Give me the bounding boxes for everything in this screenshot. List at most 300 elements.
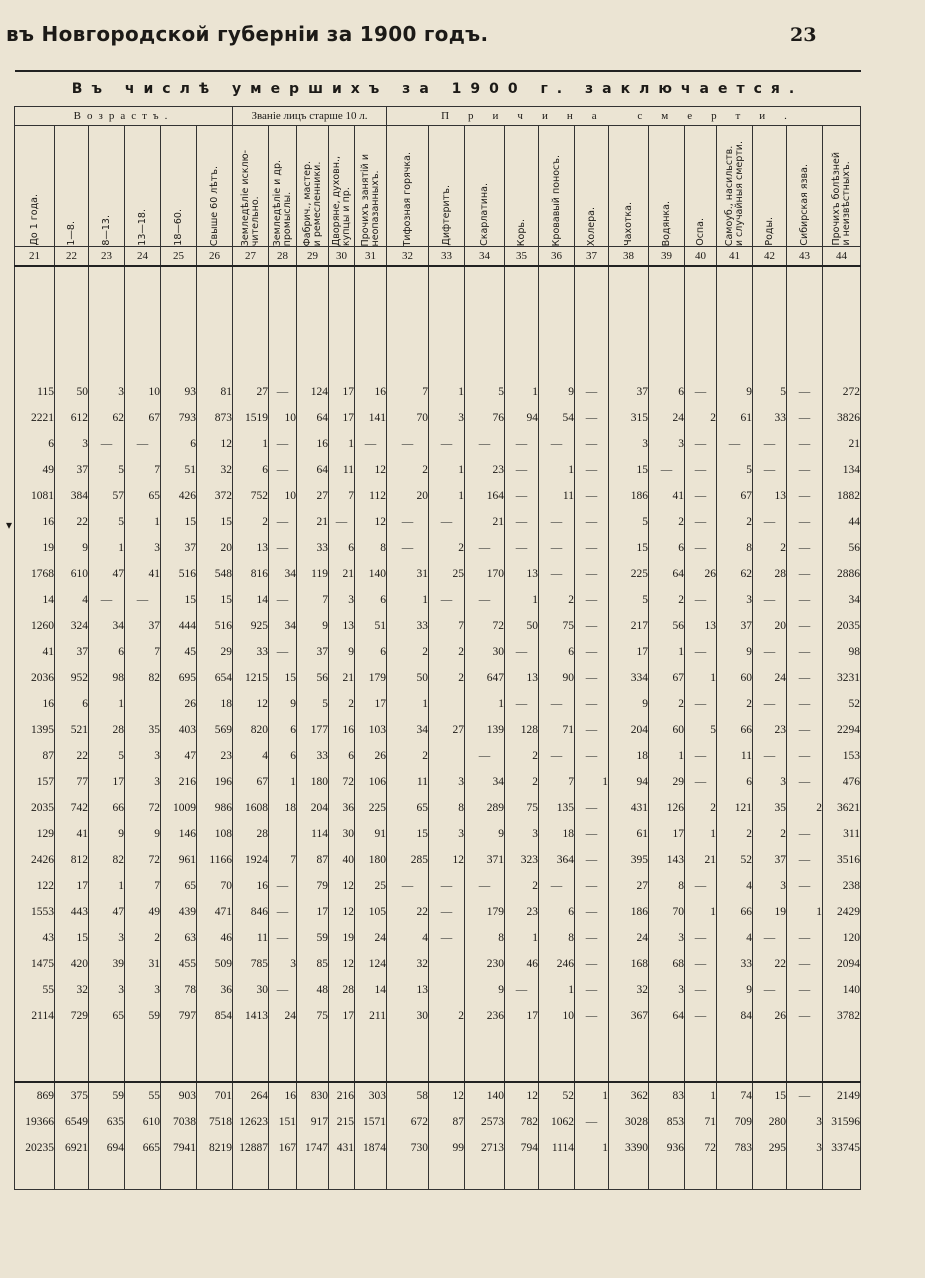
empty-cell	[717, 1029, 753, 1082]
table-cell: 4	[387, 925, 429, 951]
table-cell: 5	[89, 509, 125, 535]
table-cell: 87	[15, 743, 55, 769]
table-cell: 2	[649, 587, 685, 613]
table-cell: 752	[233, 483, 269, 509]
empty-cell	[387, 1161, 429, 1190]
column-header	[197, 126, 233, 247]
table-cell: —	[575, 509, 609, 535]
table-cell: 9	[465, 977, 505, 1003]
table-cell: 3	[125, 977, 161, 1003]
table-cell: 62	[717, 561, 753, 587]
table-cell: 33	[297, 743, 329, 769]
empty-cell	[329, 1029, 355, 1082]
table-cell: 986	[197, 795, 233, 821]
table-cell: 35	[753, 795, 787, 821]
table-cell: 509	[197, 951, 233, 977]
table-cell: 1475	[15, 951, 55, 977]
table-row	[15, 665, 861, 691]
table-cell: 67	[125, 405, 161, 431]
column-header	[125, 126, 161, 247]
column-label: Корь.	[515, 218, 527, 246]
table-cell: 1	[649, 743, 685, 769]
empty-cell	[55, 1161, 89, 1190]
table-cell: 1413	[233, 1003, 269, 1029]
table-cell: 3028	[609, 1109, 649, 1135]
table-cell: 230	[465, 951, 505, 977]
table-cell: 2	[429, 665, 465, 691]
table-cell: 1	[685, 665, 717, 691]
empty-cell	[197, 266, 233, 379]
table-cell: 39	[89, 951, 125, 977]
table-cell: 797	[161, 1003, 197, 1029]
table-cell: 1	[575, 1082, 609, 1109]
table-cell: 70	[197, 873, 233, 899]
table-cell: —	[429, 431, 465, 457]
table-cell: —	[685, 1003, 717, 1029]
table-cell: 1395	[15, 717, 55, 743]
table-cell: 124	[297, 379, 329, 405]
table-cell: 2573	[465, 1109, 505, 1135]
table-row	[15, 925, 861, 951]
table-cell: 1260	[15, 613, 55, 639]
table-cell: 2	[505, 743, 539, 769]
table-cell: 729	[55, 1003, 89, 1029]
table-cell: —	[753, 431, 787, 457]
column-label: Холера.	[585, 206, 597, 246]
table-cell: 8	[465, 925, 505, 951]
table-cell: 33	[717, 951, 753, 977]
table-cell: —	[505, 457, 539, 483]
table-cell: 1	[429, 457, 465, 483]
empty-cell	[787, 1161, 823, 1190]
table-cell: 17	[55, 873, 89, 899]
table-cell: 225	[355, 795, 387, 821]
table-cell: —	[685, 977, 717, 1003]
table-cell: 33	[753, 405, 787, 431]
table-cell: 21	[297, 509, 329, 535]
table-cell: 2	[329, 691, 355, 717]
total-row	[15, 1082, 861, 1109]
table-cell: 17	[89, 769, 125, 795]
table-cell: 12623	[233, 1109, 269, 1135]
table-cell: 15	[161, 509, 197, 535]
table-cell	[429, 977, 465, 1003]
table-cell: 26	[355, 743, 387, 769]
table-cell: 1	[649, 639, 685, 665]
table-cell: 146	[161, 821, 197, 847]
table-cell: 264	[233, 1082, 269, 1109]
table-cell: 439	[161, 899, 197, 925]
table-cell: 50	[387, 665, 429, 691]
empty-cell	[685, 1029, 717, 1082]
table-cell: 1747	[297, 1135, 329, 1161]
table-cell: 11	[233, 925, 269, 951]
mortality-table	[14, 70, 861, 1190]
table-cell: 1	[89, 691, 125, 717]
table-cell: —	[685, 743, 717, 769]
column-number: 40	[685, 247, 717, 267]
table-cell: 33	[297, 535, 329, 561]
table-cell: 289	[465, 795, 505, 821]
table-cell: 3	[649, 925, 685, 951]
table-cell: 23	[505, 899, 539, 925]
table-cell: 83	[649, 1082, 685, 1109]
table-cell: 33	[387, 613, 429, 639]
table-row	[15, 405, 861, 431]
table-cell: 285	[387, 847, 429, 873]
table-cell: 16	[269, 1082, 297, 1109]
table-cell: 17	[297, 899, 329, 925]
column-label: Кровавый поносъ.	[550, 154, 562, 246]
table-cell: 785	[233, 951, 269, 977]
table-cell: 3621	[823, 795, 861, 821]
table-cell: 3	[89, 925, 125, 951]
table-cell: 6	[269, 743, 297, 769]
table-cell: 141	[355, 405, 387, 431]
table-cell: 694	[89, 1135, 125, 1161]
table-row	[15, 431, 861, 457]
table-cell: 2886	[823, 561, 861, 587]
table-cell: 30	[233, 977, 269, 1003]
table-cell: 67	[717, 483, 753, 509]
table-cell: 91	[355, 821, 387, 847]
empty-cell	[197, 1161, 233, 1190]
table-cell: 157	[15, 769, 55, 795]
empty-cell	[55, 266, 89, 379]
empty-cell	[823, 266, 861, 379]
table-cell: 4	[717, 925, 753, 951]
table-cell: —	[387, 535, 429, 561]
table-cell: 1	[685, 899, 717, 925]
table-cell: 32	[55, 977, 89, 1003]
table-cell: 75	[297, 1003, 329, 1029]
table-cell: 610	[125, 1109, 161, 1135]
table-cell: 315	[609, 405, 649, 431]
table-cell: 23	[753, 717, 787, 743]
column-header	[269, 126, 297, 247]
table-cell: 180	[297, 769, 329, 795]
table-cell: 2	[429, 535, 465, 561]
table-cell: —	[787, 743, 823, 769]
table-cell: —	[329, 509, 355, 535]
table-cell: 2429	[823, 899, 861, 925]
empty-cell	[465, 1029, 505, 1082]
table-cell: 3	[125, 535, 161, 561]
table-cell: 3	[753, 769, 787, 795]
column-header	[609, 126, 649, 247]
table-cell: 64	[649, 1003, 685, 1029]
table-cell: 44	[823, 509, 861, 535]
empty-cell	[609, 1161, 649, 1190]
table-cell: 5	[465, 379, 505, 405]
table-cell: 952	[55, 665, 89, 691]
table-cell: —	[269, 899, 297, 925]
empty-cell	[505, 1029, 539, 1082]
empty-cell	[269, 266, 297, 379]
table-cell: 635	[89, 1109, 125, 1135]
empty-cell	[685, 266, 717, 379]
table-cell: —	[787, 769, 823, 795]
table-cell: —	[787, 951, 823, 977]
table-cell: 647	[465, 665, 505, 691]
table-cell: 1	[505, 587, 539, 613]
table-cell: —	[787, 1082, 823, 1109]
table-cell: 33745	[823, 1135, 861, 1161]
table-cell: 1	[575, 1135, 609, 1161]
table-cell: 37	[717, 613, 753, 639]
table-cell: —	[465, 743, 505, 769]
table-cell: 2	[753, 821, 787, 847]
table-cell: 2	[387, 639, 429, 665]
table-cell: 37	[55, 457, 89, 483]
column-header	[717, 126, 753, 247]
table-cell: 12	[329, 951, 355, 977]
table-cell: 6	[649, 379, 685, 405]
table-cell: —	[685, 379, 717, 405]
column-label: Водянка.	[660, 200, 672, 246]
table-cell: 61	[609, 821, 649, 847]
table-cell: 64	[297, 405, 329, 431]
empty-cell	[329, 266, 355, 379]
table-cell: 81	[197, 379, 233, 405]
table-cell: —	[649, 457, 685, 483]
empty-cell	[429, 1029, 465, 1082]
table-row	[15, 561, 861, 587]
table-cell: —	[575, 613, 609, 639]
table-cell: —	[575, 717, 609, 743]
table-cell: 204	[297, 795, 329, 821]
table-cell: 23	[465, 457, 505, 483]
table-cell: —	[575, 405, 609, 431]
table-cell: 5	[685, 717, 717, 743]
table-cell: 27	[297, 483, 329, 509]
table-cell: 24	[355, 925, 387, 951]
table-cell: 3	[649, 977, 685, 1003]
table-cell: 11	[717, 743, 753, 769]
table-cell: —	[787, 873, 823, 899]
table-cell: 3	[89, 977, 125, 1003]
table-cell: —	[787, 587, 823, 613]
table-cell: —	[429, 925, 465, 951]
column-header	[329, 126, 355, 247]
table-cell: 103	[355, 717, 387, 743]
column-label: Сибирская язва.	[798, 164, 810, 246]
table-cell: 151	[269, 1109, 297, 1135]
empty-cell	[297, 266, 329, 379]
table-cell: 2	[753, 535, 787, 561]
table-cell: 25	[355, 873, 387, 899]
empty-cell	[233, 266, 269, 379]
table-cell: 12	[233, 691, 269, 717]
table-cell: 64	[297, 457, 329, 483]
table-cell: 7	[329, 483, 355, 509]
table-cell: 8	[355, 535, 387, 561]
table-cell: 51	[355, 613, 387, 639]
table-cell: 122	[15, 873, 55, 899]
empty-cell	[575, 1029, 609, 1082]
table-cell: —	[539, 431, 575, 457]
empty-cell	[233, 1029, 269, 1082]
table-cell: 112	[355, 483, 387, 509]
column-number: 43	[787, 247, 823, 267]
table-cell: —	[787, 405, 823, 431]
table-cell: —	[787, 379, 823, 405]
table-cell: —	[787, 691, 823, 717]
table-cell: 476	[823, 769, 861, 795]
table-cell: —	[575, 977, 609, 1003]
table-cell: 6549	[55, 1109, 89, 1135]
table-cell: 76	[465, 405, 505, 431]
table-cell: 2	[125, 925, 161, 951]
table-cell: 153	[823, 743, 861, 769]
empty-cell	[539, 266, 575, 379]
table-cell: —	[685, 535, 717, 561]
table-cell: 93	[161, 379, 197, 405]
table-cell: 63	[161, 925, 197, 951]
table-cell: 2	[429, 1003, 465, 1029]
column-number: 35	[505, 247, 539, 267]
table-cell: —	[505, 431, 539, 457]
table-cell: 10	[269, 405, 297, 431]
table-cell: 119	[297, 561, 329, 587]
table-cell: 9	[609, 691, 649, 717]
table-cell: 19366	[15, 1109, 55, 1135]
table-cell: 94	[505, 405, 539, 431]
table-cell: —	[575, 951, 609, 977]
empty-cell	[125, 1161, 161, 1190]
table-cell: 56	[297, 665, 329, 691]
table-cell: 13	[329, 613, 355, 639]
table-cell: 37	[125, 613, 161, 639]
table-cell: 128	[505, 717, 539, 743]
empty-cell	[161, 1161, 197, 1190]
empty-cell	[575, 1161, 609, 1190]
column-header	[465, 126, 505, 247]
table-cell: 7038	[161, 1109, 197, 1135]
table-cell: 873	[197, 405, 233, 431]
empty-cell	[197, 1029, 233, 1082]
column-label: Прочихъ болѣзней и неизвѣстныхъ.	[830, 152, 852, 246]
table-cell: 34	[387, 717, 429, 743]
table-cell: —	[505, 509, 539, 535]
table-cell: 295	[753, 1135, 787, 1161]
table-cell: 3	[505, 821, 539, 847]
empty-cell	[575, 266, 609, 379]
table-row	[15, 717, 861, 743]
table-cell: 54	[539, 405, 575, 431]
table-cell: 403	[161, 717, 197, 743]
column-number: 36	[539, 247, 575, 267]
table-cell: 24	[753, 665, 787, 691]
table-cell: —	[685, 951, 717, 977]
empty-cell	[787, 1029, 823, 1082]
column-label: 1—8.	[65, 221, 77, 246]
table-cell: 7	[539, 769, 575, 795]
column-header	[161, 126, 197, 247]
table-cell: 12	[505, 1082, 539, 1109]
table-cell: 11	[539, 483, 575, 509]
table-cell: 225	[609, 561, 649, 587]
table-cell: 70	[387, 405, 429, 431]
table-cell: 37	[161, 535, 197, 561]
table-cell: 36	[329, 795, 355, 821]
table-cell: 20235	[15, 1135, 55, 1161]
table-cell: 2114	[15, 1003, 55, 1029]
table-cell: 1	[465, 691, 505, 717]
table-cell: —	[387, 431, 429, 457]
column-header	[649, 126, 685, 247]
table-cell: 71	[539, 717, 575, 743]
table-cell: 20	[753, 613, 787, 639]
table-cell: —	[685, 457, 717, 483]
table-cell: 20	[387, 483, 429, 509]
table-cell: 384	[55, 483, 89, 509]
table-cell: 85	[297, 951, 329, 977]
table-cell: 793	[161, 405, 197, 431]
table-cell: 135	[539, 795, 575, 821]
table-cell: 2221	[15, 405, 55, 431]
table-cell: 2	[387, 743, 429, 769]
table-cell: 516	[161, 561, 197, 587]
empty-cell	[269, 1161, 297, 1190]
table-cell: 1768	[15, 561, 55, 587]
table-cell: —	[429, 873, 465, 899]
table-cell: 334	[609, 665, 649, 691]
table-cell: 19	[15, 535, 55, 561]
table-cell: —	[575, 795, 609, 821]
table-cell: 34	[269, 613, 297, 639]
table-cell: 709	[717, 1109, 753, 1135]
table-cell: 9	[269, 691, 297, 717]
table-cell: 16	[297, 431, 329, 457]
column-header	[753, 126, 787, 247]
empty-cell	[355, 266, 387, 379]
table-cell: —	[685, 483, 717, 509]
table-cell: —	[753, 925, 787, 951]
group-causes: Причина смерти.	[387, 107, 861, 126]
table-cell: 3	[55, 431, 89, 457]
page-header	[0, 18, 925, 58]
table-cell: —	[787, 483, 823, 509]
table-cell: 108	[197, 821, 233, 847]
table-row	[15, 977, 861, 1003]
table-cell: 936	[649, 1135, 685, 1161]
column-number: 23	[89, 247, 125, 267]
column-header	[823, 126, 861, 247]
column-header	[429, 126, 465, 247]
table-cell: 16	[15, 509, 55, 535]
table-row	[15, 769, 861, 795]
table-cell: 6	[269, 717, 297, 743]
table-cell: 52	[823, 691, 861, 717]
table-cell	[429, 951, 465, 977]
table-cell: 2	[233, 509, 269, 535]
table-cell: 49	[15, 457, 55, 483]
table-row	[15, 899, 861, 925]
table-cell: 84	[717, 1003, 753, 1029]
table-cell: 41	[125, 561, 161, 587]
column-label: Скарлатина.	[478, 183, 490, 246]
table-cell: 1	[575, 769, 609, 795]
table-cell: 27	[233, 379, 269, 405]
table-cell: 1081	[15, 483, 55, 509]
table-cell: 2	[717, 821, 753, 847]
table-cell: 15	[161, 587, 197, 613]
table-cell: 48	[297, 977, 329, 1003]
table-cell: 853	[649, 1109, 685, 1135]
table-cell: 58	[387, 1082, 429, 1109]
table-cell: 60	[649, 717, 685, 743]
